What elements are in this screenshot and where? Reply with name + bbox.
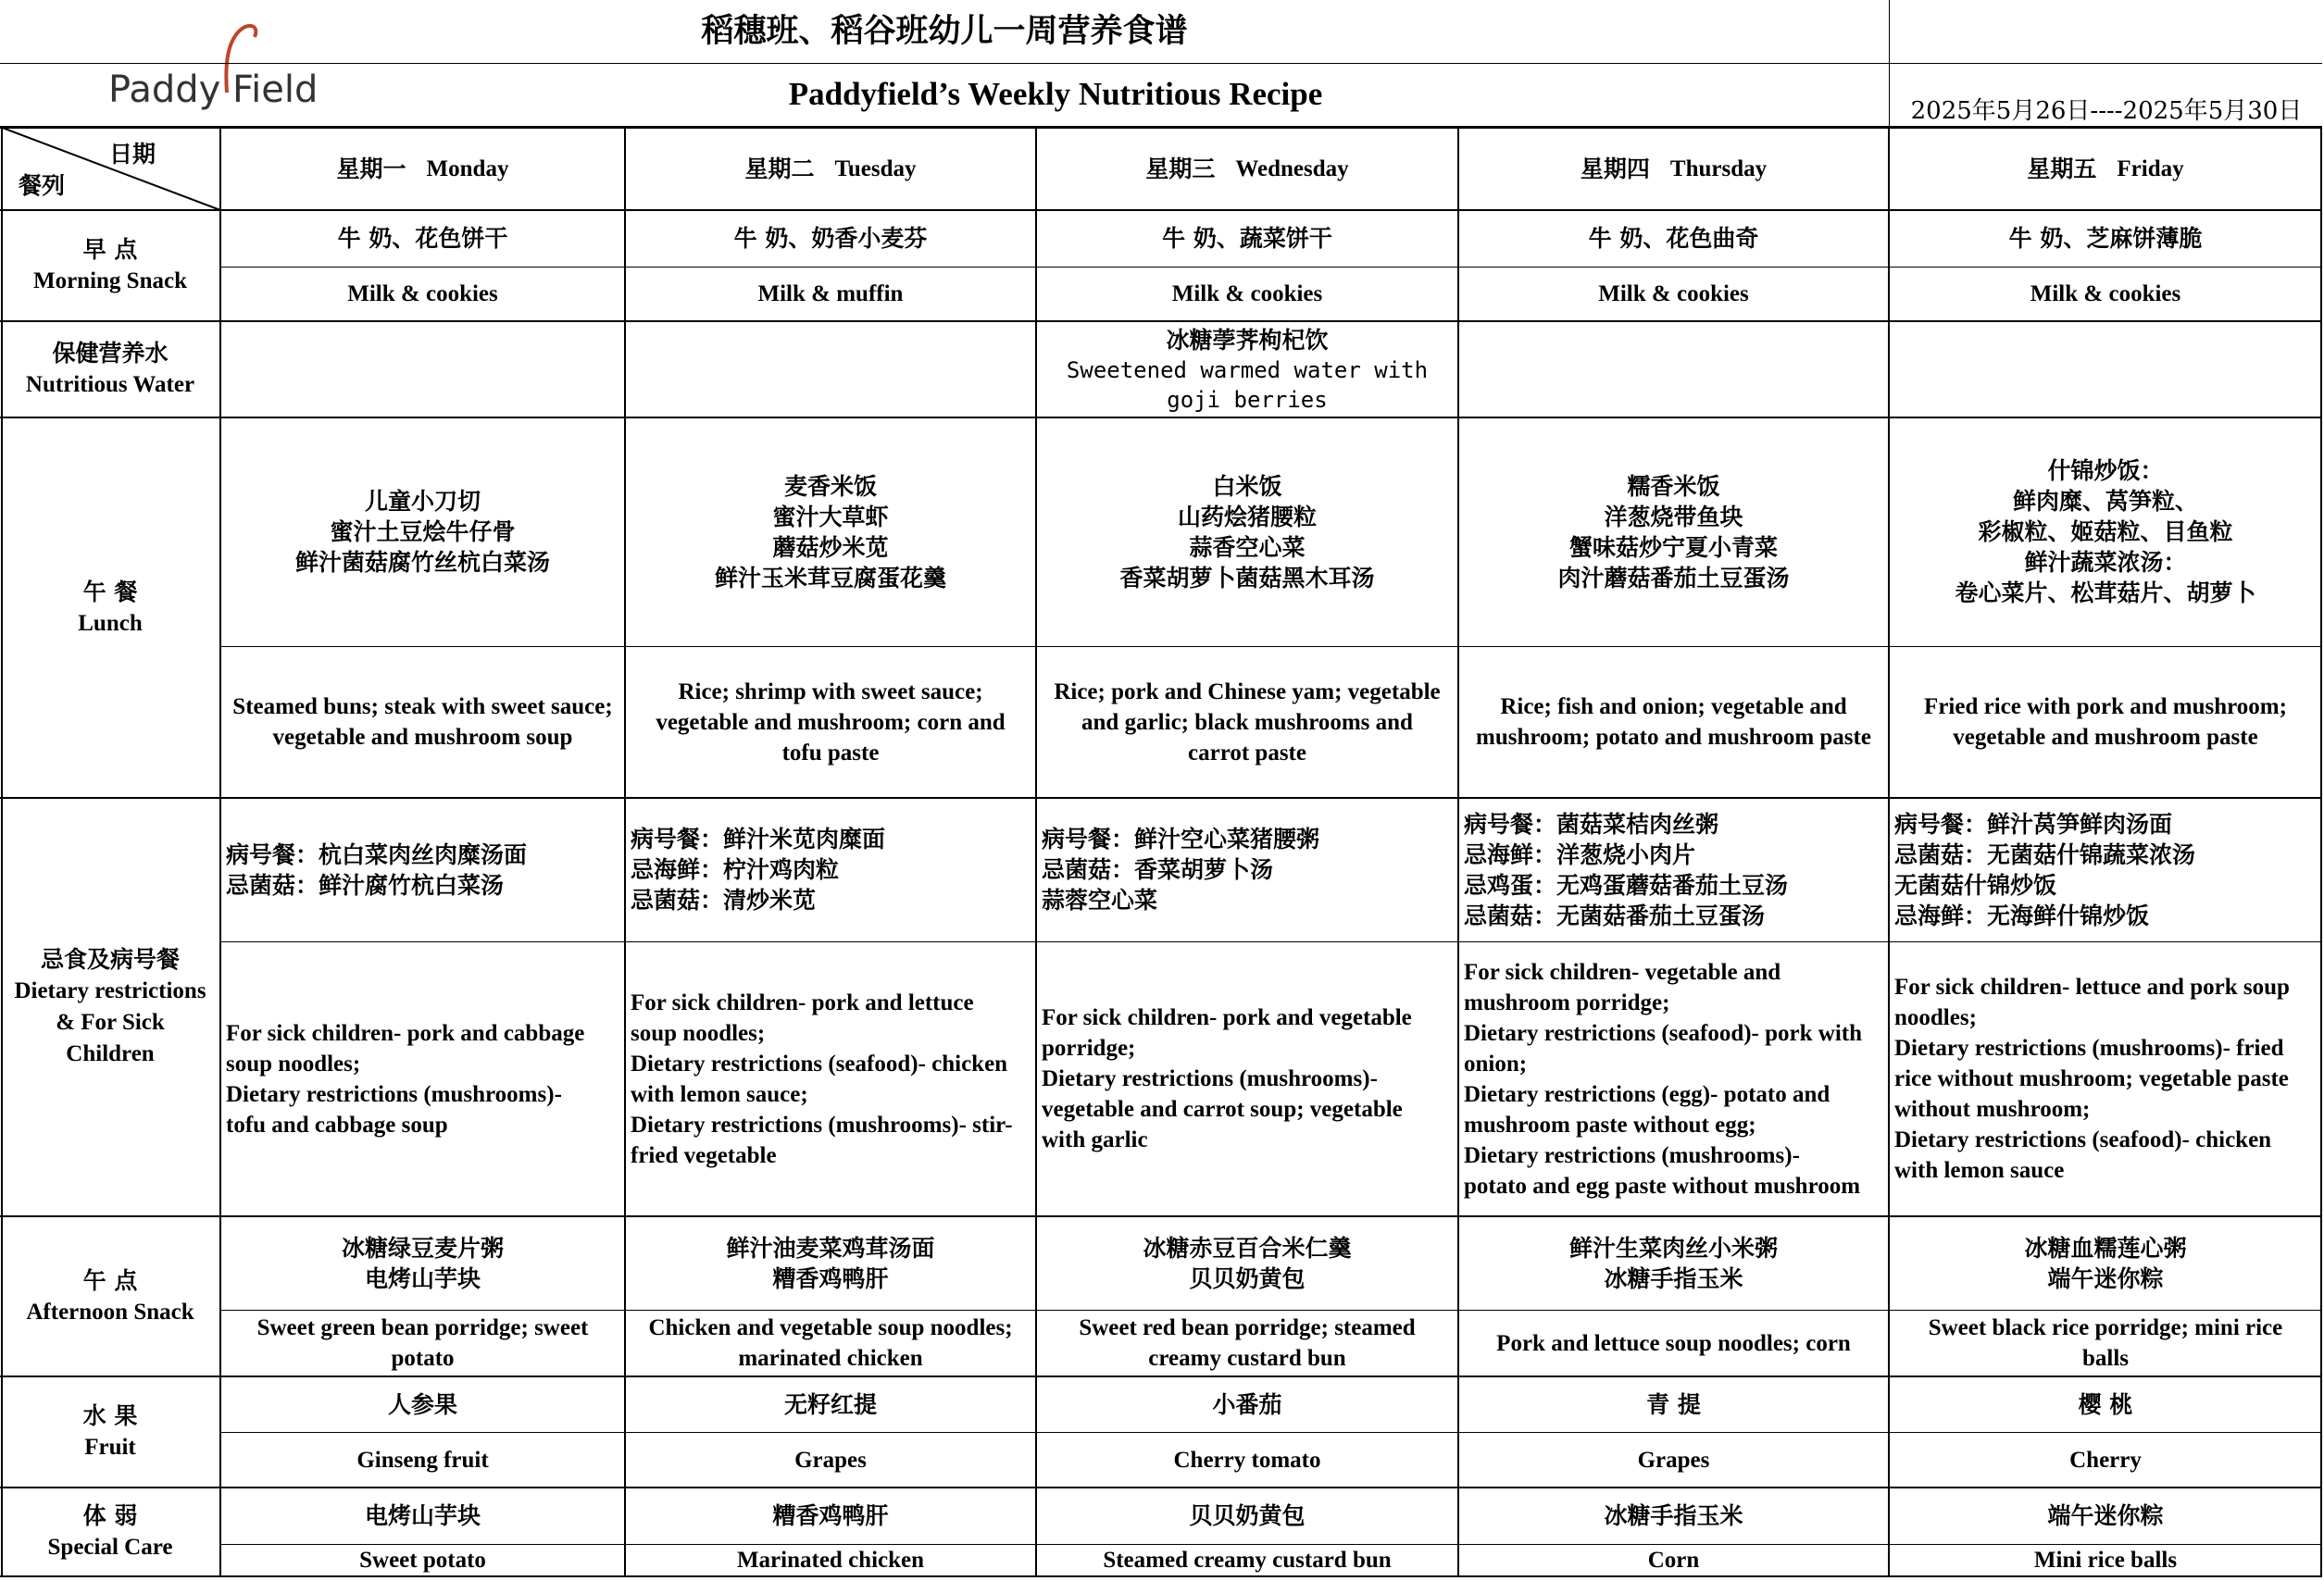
morning-cn-cell: [625, 210, 1036, 267]
table-rule: [1889, 0, 1890, 127]
row-head-diet-line: Dietary restrictions: [14, 978, 206, 1003]
diet-cn-cell-line: 忌海鲜：无海鲜什锦炒饭: [1894, 902, 2150, 929]
diet-cn-cell-line: 忌菌菇：鲜汁腐竹杭白菜汤: [226, 871, 505, 899]
water-cell-wednesday-line: goji berries: [1167, 386, 1328, 413]
care-en-cell-line: Steamed creamy custard bun: [1103, 1548, 1392, 1573]
fruit-cn-cell-line: 小番茄: [1212, 1390, 1282, 1418]
lunch-en-cell-line: carrot paste: [1188, 740, 1306, 766]
row-head-diet-line: & For Sick: [56, 1010, 165, 1035]
diet-en-cell-line: mushroom porridge;: [1464, 990, 1670, 1015]
lunch-en-cell: [1036, 646, 1458, 798]
fruit-en-cell-line: Grapes: [1637, 1447, 1710, 1473]
diet-cn-cell-line: 病号餐：菌菇菜桔肉丝粥: [1464, 810, 1719, 838]
care-cn-cell: [625, 1488, 1036, 1544]
lunch-cn-cell: [1889, 417, 2322, 646]
morning-en-cell-line: Milk & muffin: [757, 281, 904, 306]
fruit-cn-cell: [1458, 1376, 1889, 1432]
lunch-cn-cell-line: 鲜汁蔬菜浓汤：: [2024, 549, 2187, 576]
afternoon-en-cell: [625, 1310, 1036, 1376]
row-head-diet-line: Children: [66, 1041, 155, 1066]
row-head-diet-line: 忌食及病号餐: [40, 946, 180, 973]
diet-cn-cell-line: 忌菌菇：清炒米苋: [631, 887, 817, 914]
day-header-wednesday: [1036, 127, 1458, 210]
afternoon-en-cell: [1889, 1310, 2322, 1376]
morning-en-cell: [1889, 267, 2322, 321]
table-rule: [0, 63, 1889, 64]
care-cn-cell: [220, 1488, 625, 1544]
diet-en-cell-line: porridge;: [1042, 1036, 1136, 1061]
morning-en-cell: [1458, 267, 1889, 321]
lunch-en-cell-line: Steamed buns; steak with sweet sauce;: [232, 694, 613, 719]
lunch-en-cell-line: vegetable and mushroom paste: [1953, 725, 2258, 750]
diet-en-cell-line: fried vegetable: [631, 1142, 777, 1168]
diet-cn-cell: [625, 798, 1036, 941]
row-head-lunch-line: Lunch: [78, 610, 143, 636]
diet-cn-cell-line: 无菌菇什锦炒饭: [1894, 871, 2057, 899]
row-head-water-line: 保健营养水: [52, 340, 169, 367]
row-head-morning-line: Morning Snack: [32, 268, 187, 293]
fruit-en-cell: [1458, 1432, 1889, 1488]
fruit-cn-cell-line: 青 提: [1646, 1390, 1701, 1418]
fruit-en-cell: [1889, 1432, 2322, 1488]
diet-en-cell-line: onion;: [1464, 1051, 1528, 1077]
fruit-en-cell: [625, 1432, 1036, 1488]
care-cn-cell: [1458, 1488, 1889, 1544]
afternoon-en-cell-line: Sweet black rice porridge; mini rice: [1928, 1315, 2283, 1340]
diet-en-cell-line: Dietary restrictions (mushrooms)-: [1042, 1066, 1378, 1091]
diet-en-cell-line: mushroom paste without egg;: [1464, 1112, 1756, 1138]
diet-en-cell-line: with garlic: [1042, 1127, 1148, 1152]
afternoon-cn-cell-line: 冰糖赤豆百合米仁羹: [1143, 1234, 1352, 1262]
afternoon-en-cell-line: potato: [391, 1346, 455, 1371]
lunch-en-cell-line: Rice; shrimp with sweet sauce;: [678, 678, 983, 704]
diet-cn-cell-line: 忌菌菇：无菌菇什锦蔬菜浓汤: [1894, 840, 2196, 868]
afternoon-en-cell-line: Sweet green bean porridge; sweet: [256, 1315, 589, 1340]
fruit-en-cell-line: Cherry: [2069, 1447, 2142, 1473]
title-cn: 稻穗班、稻谷班幼儿一周营养食谱: [701, 12, 1188, 50]
fruit-cn-cell-line: 樱 桃: [2078, 1390, 2133, 1418]
morning-cn-cell: [220, 210, 625, 267]
diet-cn-cell-line: 忌海鲜：柠汁鸡肉粒: [631, 856, 840, 883]
diet-en-cell-line: soup noodles;: [226, 1051, 361, 1077]
morning-cn-cell: [1458, 210, 1889, 267]
lunch-cn-cell-line: 鲜汁菌菇腐竹丝杭白菜汤: [294, 549, 550, 576]
afternoon-en-cell-line: marinated chicken: [738, 1346, 923, 1371]
care-en-cell: [220, 1544, 625, 1576]
afternoon-cn-cell: [1458, 1216, 1889, 1310]
care-en-cell: [1036, 1544, 1458, 1576]
row-head-fruit: [0, 1376, 220, 1488]
diet-cn-cell-line: 忌海鲜：洋葱烧小肉片: [1464, 840, 1696, 868]
lunch-cn-cell-line: 儿童小刀切: [364, 488, 481, 515]
morning-en-cell-line: Milk & cookies: [1171, 281, 1323, 306]
row-head-afternoon: [0, 1216, 220, 1376]
care-en-cell: [1458, 1544, 1889, 1576]
row-head-afternoon-line: Afternoon Snack: [26, 1299, 194, 1325]
lunch-cn-cell-line: 蘑菇炒米苋: [772, 533, 889, 561]
fruit-en-cell-line: Ginseng fruit: [356, 1447, 489, 1473]
diet-en-cell-line: For sick children- pork and lettuce: [631, 990, 974, 1015]
fruit-cn-cell: [220, 1376, 625, 1432]
diet-en-cell-line: vegetable and carrot soup; vegetable: [1042, 1097, 1403, 1122]
morning-cn-cell-line: 牛 奶、花色曲奇: [1588, 225, 1759, 252]
diet-cn-cell-line: 蒜蓉空心菜: [1042, 887, 1158, 914]
morning-en-cell-line: Milk & cookies: [347, 281, 498, 306]
diet-en-cell-line: without mushroom;: [1894, 1097, 2091, 1122]
row-head-water-line: Nutritious Water: [25, 372, 195, 397]
care-cn-cell-line: 端午迷你粽: [2047, 1502, 2164, 1529]
diet-en-cell-line: rice without mushroom; vegetable paste: [1894, 1066, 2289, 1091]
lunch-en-cell-line: Rice; pork and Chinese yam; vegetable: [1054, 678, 1441, 704]
day-header-tuesday: [625, 127, 1036, 210]
diet-cn-cell: [1458, 798, 1889, 941]
lunch-cn-cell-line: 卷心菜片、松茸菇片、胡萝卜: [1955, 579, 2256, 606]
afternoon-cn-cell-line: 冰糖绿豆麦片粥: [341, 1234, 504, 1262]
day-cn: 星期四: [1580, 155, 1650, 182]
lunch-en-cell-line: and garlic; black mushrooms and: [1081, 709, 1413, 735]
lunch-cn-cell-line: 什锦炒饭：: [2047, 457, 2164, 484]
lunch-cn-cell: [220, 417, 625, 646]
diet-cn-cell: [220, 798, 625, 941]
day-en: Friday: [2117, 156, 2184, 181]
lunch-en-cell: [1458, 646, 1889, 798]
care-en-cell-line: Sweet potato: [359, 1548, 486, 1573]
lunch-en-cell: [220, 646, 625, 798]
lunch-cn-cell-line: 山药烩猪腰粒: [1177, 503, 1317, 530]
lunch-cn-cell-line: 彩椒粒、姬菇粒、目鱼粒: [1978, 518, 2233, 545]
lunch-en-cell-line: Fried rice with pork and mushroom;: [1924, 694, 2287, 719]
afternoon-cn-cell: [1036, 1216, 1458, 1310]
day-en: Thursday: [1669, 156, 1768, 181]
lunch-cn-cell-line: 蜜汁大草虾: [772, 503, 889, 530]
afternoon-cn-cell: [220, 1216, 625, 1310]
day-cn: 星期二: [744, 155, 815, 182]
care-en-cell-line: Marinated chicken: [736, 1548, 925, 1573]
title-en: Paddyfield’s Weekly Nutritious Recipe: [788, 76, 1323, 112]
morning-cn-cell-line: 牛 奶、花色饼干: [337, 225, 508, 252]
fruit-cn-cell: [1036, 1376, 1458, 1432]
diet-en-cell: [1458, 941, 1889, 1216]
morning-cn-cell-line: 牛 奶、奶香小麦芬: [733, 225, 928, 252]
lunch-cn-cell-line: 洋葱烧带鱼块: [1604, 503, 1743, 530]
care-en-cell: [625, 1544, 1036, 1576]
morning-en-cell-line: Milk & cookies: [1598, 281, 1749, 306]
diet-en-cell-line: For sick children- lettuce and pork soup: [1894, 975, 2290, 1000]
row-head-lunch: [0, 417, 220, 798]
day-cn: 星期五: [2027, 155, 2097, 182]
lunch-en-cell: [1889, 646, 2322, 798]
fruit-en-cell-line: Cherry tomato: [1173, 1447, 1321, 1473]
lunch-en-cell-line: Rice; fish and onion; vegetable and: [1500, 694, 1847, 719]
day-header-thursday: [1458, 127, 1889, 210]
diet-en-cell-line: For sick children- pork and cabbage: [226, 1020, 585, 1046]
diet-en-cell: [1036, 941, 1458, 1216]
afternoon-en-cell-line: Pork and lettuce soup noodles; corn: [1496, 1330, 1851, 1356]
afternoon-en-cell: [220, 1310, 625, 1376]
care-en-cell-line: Corn: [1647, 1548, 1700, 1573]
water-cell-wednesday-line: 冰糖荸荠枸杞饮: [1166, 326, 1329, 354]
morning-en-cell: [1036, 267, 1458, 321]
date-range: 2025年5月26日----2025年5月30日: [1910, 97, 2303, 125]
fruit-cn-cell-line: 人参果: [387, 1390, 457, 1418]
afternoon-en-cell-line: Chicken and vegetable soup noodles;: [648, 1315, 1013, 1340]
logo-text: Paddy Field: [108, 68, 319, 111]
fruit-cn-cell: [625, 1376, 1036, 1432]
lunch-cn-cell-line: 麦香米饭: [783, 472, 877, 500]
diet-en-cell-line: Dietary restrictions (mushrooms)- fried: [1894, 1036, 2284, 1061]
lunch-cn-cell-line: 香菜胡萝卜菌菇黑木耳汤: [1119, 564, 1375, 591]
water-cell-wednesday: [1036, 321, 1458, 417]
morning-cn-cell-line: 牛 奶、芝麻饼薄脆: [2008, 225, 2203, 252]
row-head-lunch-line: 午 餐: [82, 578, 138, 605]
care-cn-cell: [1036, 1488, 1458, 1544]
diet-en-cell: [625, 941, 1036, 1216]
diet-en-cell-line: Dietary restrictions (egg)- potato and: [1464, 1081, 1830, 1107]
row-head-afternoon-line: 午 点: [82, 1266, 138, 1294]
afternoon-cn-cell-line: 鲜汁油麦菜鸡茸汤面: [726, 1234, 935, 1262]
diet-cn-cell-line: 忌鸡蛋：无鸡蛋蘑菇番茄土豆汤: [1464, 871, 1789, 899]
care-cn-cell-line: 电烤山芋块: [364, 1502, 481, 1529]
lunch-en-cell: [625, 646, 1036, 798]
diet-en-cell-line: Dietary restrictions (mushrooms)-: [1464, 1142, 1800, 1168]
diet-en-cell-line: Dietary restrictions (mushrooms)- stir-: [631, 1112, 1013, 1138]
diet-en-cell-line: For sick children- pork and vegetable: [1042, 1005, 1412, 1030]
lunch-en-cell-line: vegetable and mushroom soup: [272, 725, 573, 750]
lunch-en-cell-line: vegetable and mushroom; corn and: [656, 709, 1006, 735]
care-en-cell: [1889, 1544, 2322, 1576]
afternoon-cn-cell-line: 贝贝奶黄包: [1189, 1264, 1306, 1292]
day-en: Wednesday: [1235, 156, 1349, 181]
fruit-en-cell: [220, 1432, 625, 1488]
diet-en-cell: [220, 941, 625, 1216]
diet-cn-cell-line: 病号餐：鲜汁莴笋鲜肉汤面: [1894, 810, 2173, 838]
diet-cn-cell-line: 病号餐：杭白菜肉丝肉糜汤面: [226, 840, 528, 868]
afternoon-cn-cell-line: 鲜汁生菜肉丝小米粥: [1568, 1234, 1778, 1262]
lunch-cn-cell-line: 白米饭: [1212, 472, 1282, 500]
diet-en-cell-line: potato and egg paste without mushroom: [1464, 1173, 1861, 1199]
morning-en-cell: [220, 267, 625, 321]
lunch-en-cell-line: tofu paste: [781, 740, 880, 766]
diet-en-cell-line: with lemon sauce;: [631, 1081, 808, 1107]
care-cn-cell: [1889, 1488, 2322, 1544]
water-cell-wednesday-line: Sweetened warmed water with: [1066, 356, 1429, 383]
lunch-en-cell-line: mushroom; potato and mushroom paste: [1476, 725, 1871, 750]
afternoon-cn-cell-line: 端午迷你粽: [2047, 1264, 2164, 1292]
diet-cn-cell: [1889, 798, 2322, 941]
diet-en-cell-line: Dietary restrictions (seafood)- pork with: [1464, 1020, 1863, 1046]
day-en: Monday: [426, 156, 509, 181]
row-head-fruit-line: 水 果: [82, 1402, 138, 1429]
afternoon-cn-cell-line: 糟香鸡鸭肝: [772, 1264, 889, 1292]
lunch-cn-cell-line: 蟹味菇炒宁夏小青菜: [1568, 533, 1778, 561]
row-head-care-line: 体 弱: [82, 1502, 138, 1529]
afternoon-en-cell: [1458, 1310, 1889, 1376]
diet-cn-cell-line: 忌菌菇：香菜胡萝卜汤: [1042, 856, 1274, 883]
lunch-cn-cell: [625, 417, 1036, 646]
lunch-cn-cell-line: 蒜香空心菜: [1189, 533, 1306, 561]
day-cn: 星期三: [1145, 155, 1216, 182]
diet-en-cell-line: with lemon sauce: [1894, 1158, 2065, 1183]
day-cn: 星期一: [336, 155, 406, 182]
fruit-cn-cell-line: 无籽红提: [783, 1390, 877, 1418]
lunch-cn-cell: [1036, 417, 1458, 646]
fruit-cn-cell: [1889, 1376, 2322, 1432]
afternoon-en-cell-line: balls: [2081, 1346, 2130, 1371]
row-head-water: [0, 321, 220, 417]
day-en: Tuesday: [834, 156, 917, 181]
table-rule: [1889, 63, 2322, 64]
row-head-morning: [0, 210, 220, 321]
lunch-cn-cell-line: 鲜肉糜、莴笋粒、: [2012, 488, 2198, 515]
morning-cn-cell: [1889, 210, 2322, 267]
afternoon-cn-cell-line: 电烤山芋块: [364, 1264, 481, 1292]
morning-en-cell: [625, 267, 1036, 321]
morning-en-cell-line: Milk & cookies: [2030, 281, 2181, 306]
diet-en-cell-line: tofu and cabbage soup: [226, 1112, 448, 1138]
morning-cn-cell: [1036, 210, 1458, 267]
fruit-en-cell: [1036, 1432, 1458, 1488]
diet-cn-cell-line: 病号餐：鲜汁米苋肉糜面: [631, 826, 886, 853]
diet-en-cell-line: Dietary restrictions (seafood)- chicken: [631, 1051, 1008, 1077]
row-head-fruit-line: Fruit: [84, 1435, 136, 1460]
care-cn-cell-line: 冰糖手指玉米: [1604, 1502, 1743, 1529]
afternoon-en-cell-line: Sweet red bean porridge; steamed: [1079, 1315, 1416, 1340]
afternoon-cn-cell: [1889, 1216, 2322, 1310]
lunch-cn-cell-line: 蜜汁土豆烩牛仔骨: [330, 518, 516, 545]
diet-en-cell-line: noodles;: [1894, 1005, 1977, 1030]
row-head-diet: [0, 798, 220, 1216]
row-head-care-line: Special Care: [47, 1535, 173, 1560]
diet-cn-cell-line: 忌菌菇：无菌菇番茄土豆蛋汤: [1464, 902, 1766, 929]
diet-en-cell-line: Dietary restrictions (mushrooms)-: [226, 1081, 562, 1107]
lunch-cn-cell-line: 鲜汁玉米茸豆腐蛋花羹: [714, 564, 946, 591]
afternoon-cn-cell-line: 冰糖血糯莲心粥: [2024, 1234, 2187, 1262]
lunch-cn-cell: [1458, 417, 1889, 646]
day-header-friday: [1889, 127, 2322, 210]
corner-meal-label: 餐列: [19, 172, 66, 199]
lunch-cn-cell-line: 糯香米饭: [1627, 472, 1720, 500]
afternoon-en-cell: [1036, 1310, 1458, 1376]
row-head-morning-line: 早 点: [82, 236, 138, 263]
care-cn-cell-line: 贝贝奶黄包: [1189, 1502, 1306, 1529]
care-cn-cell-line: 糟香鸡鸭肝: [772, 1502, 889, 1529]
diet-en-cell: [1889, 941, 2322, 1216]
corner-date-label: 日期: [109, 141, 156, 168]
fruit-en-cell-line: Grapes: [794, 1447, 867, 1473]
afternoon-cn-cell-line: 冰糖手指玉米: [1604, 1264, 1743, 1292]
afternoon-en-cell-line: creamy custard bun: [1148, 1346, 1346, 1371]
day-header-monday: [220, 127, 625, 210]
afternoon-cn-cell: [625, 1216, 1036, 1310]
diet-cn-cell: [1036, 798, 1458, 941]
diet-en-cell-line: soup noodles;: [631, 1020, 766, 1046]
care-en-cell-line: Mini rice balls: [2033, 1548, 2178, 1573]
diet-en-cell-line: For sick children- vegetable and: [1464, 959, 1781, 985]
diet-cn-cell-line: 病号餐：鲜汁空心菜猪腰粥: [1042, 826, 1320, 853]
row-head-care: [0, 1488, 220, 1576]
lunch-cn-cell-line: 肉汁蘑菇番茄土豆蛋汤: [1557, 564, 1790, 591]
morning-cn-cell-line: 牛 奶、蔬菜饼干: [1162, 225, 1332, 252]
diet-en-cell-line: Dietary restrictions (seafood)- chicken: [1894, 1127, 2272, 1152]
